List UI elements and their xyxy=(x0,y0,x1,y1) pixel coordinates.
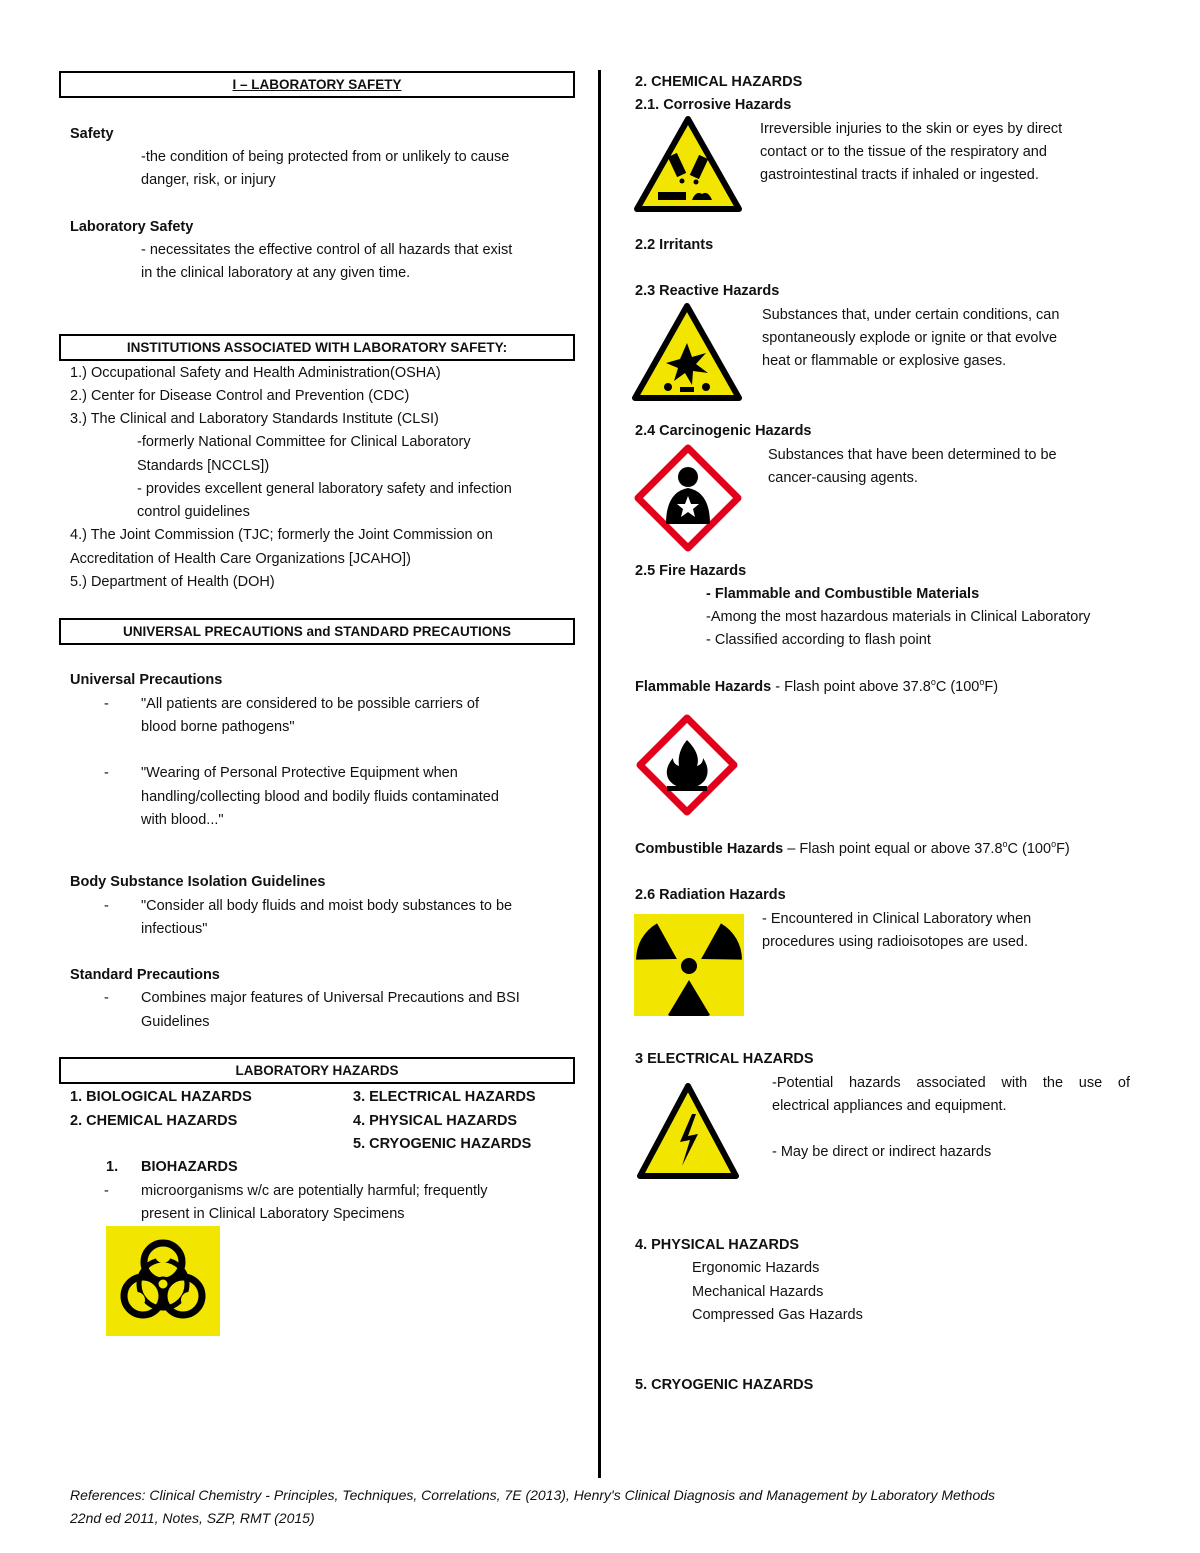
physical-item: Mechanical Hazards xyxy=(692,1284,824,1300)
institution-item: 1.) Occupational Safety and Health Administration(OSHA) xyxy=(70,365,441,381)
flammable-hazards-line xyxy=(635,676,998,699)
radiation-desc-line: - Encountered in Clinical Laboratory when xyxy=(762,911,1032,927)
institution-item: Accreditation of Health Care Organizations [JCAHO]) xyxy=(70,551,411,567)
bullet-dash: - xyxy=(104,696,109,712)
lab-hazards-heading: LABORATORY HAZARDS xyxy=(59,1057,575,1084)
chemical-hazards-title: 2. CHEMICAL HAZARDS xyxy=(635,74,803,90)
up-item-line: with blood..." xyxy=(141,812,224,828)
hazard-list-item: 4. PHYSICAL HAZARDS xyxy=(353,1113,518,1129)
hazard-list-item: 2. CHEMICAL HAZARDS xyxy=(70,1113,238,1129)
corrosive-desc-line: Irreversible injuries to the skin or eyes by direct xyxy=(760,121,1063,137)
references xyxy=(70,1484,1150,1529)
biohazard-icon xyxy=(106,1226,220,1336)
institution-item: 2.) Center for Disease Control and Prevention (CDC) xyxy=(70,388,410,404)
hazard-list-item: 3. ELECTRICAL HAZARDS xyxy=(353,1089,536,1105)
electrical-icon xyxy=(636,1082,740,1180)
flammable-label: Flammable Hazards xyxy=(635,679,772,695)
degree-sup: o xyxy=(1002,839,1008,850)
combustible-label: Combustible Hazards xyxy=(635,841,784,857)
physical-title: 4. PHYSICAL HAZARDS xyxy=(635,1237,800,1253)
column-divider xyxy=(598,70,601,1478)
radiation-desc-line: procedures using radioisotopes are used. xyxy=(762,934,1028,950)
physical-item: Compressed Gas Hazards xyxy=(692,1307,863,1323)
safety-term: Safety xyxy=(70,126,114,142)
combustible-text: – Flash point equal or above 37.8 xyxy=(783,841,1003,857)
fire-hazards-title: 2.5 Fire Hazards xyxy=(635,563,747,579)
radiation-title: 2.6 Radiation Hazards xyxy=(635,887,786,903)
references-line: 22nd ed 2011, Notes, SZP, RMT (2015) xyxy=(70,1509,315,1526)
bsi-item-line: "Consider all body fluids and moist body substances to be xyxy=(141,898,513,914)
reactive-desc-line: spontaneously explode or ignite or that evolve xyxy=(762,330,1058,346)
lab-safety-heading: I – LABORATORY SAFETY xyxy=(59,71,575,98)
bullet-dash: - xyxy=(104,765,109,781)
carcinogenic-title: 2.4 Carcinogenic Hazards xyxy=(635,423,812,439)
degree-sup: o xyxy=(1051,839,1057,850)
safety-def-line: -the condition of being protected from or unlikely to cause xyxy=(141,149,510,165)
flammable-text: - Flash point above 37.8 xyxy=(771,679,931,695)
corrosive-desc-line: contact or to the tissue of the respiratory and xyxy=(760,144,1047,160)
irritants-title: 2.2 Irritants xyxy=(635,237,714,253)
up-item-line: handling/collecting blood and bodily fluids contaminated xyxy=(141,789,499,805)
fire-item: - Flammable and Combustible Materials xyxy=(706,586,980,602)
fire-item: -Among the most hazardous materials in Clinical Laboratory xyxy=(706,609,1091,625)
clsi-note: - provides excellent general laboratory safety and infection xyxy=(137,481,512,497)
carcinogenic-desc-line: Substances that have been determined to be xyxy=(768,447,1057,463)
up-item-line: "All patients are considered to be possible carriers of xyxy=(141,696,480,712)
clsi-note: -formerly National Committee for Clinical Laboratory xyxy=(137,434,471,450)
clsi-note: Standards [NCCLS]) xyxy=(137,458,270,474)
lab-safety-def-line: - necessitates the effective control of all hazards that exist xyxy=(141,242,513,258)
institutions-heading: INSTITUTIONS ASSOCIATED WITH LABORATORY SAFETY: xyxy=(59,334,575,361)
electrical-desc-line: -Potential hazards associated with the use of xyxy=(772,1075,1130,1091)
bullet-dash: - xyxy=(104,1183,109,1199)
degree-sup: o xyxy=(979,677,985,688)
fahrenheit-text: F) xyxy=(1056,841,1070,857)
electrical-note: - May be direct or indirect hazards xyxy=(772,1144,992,1160)
up-item-line: blood borne pathogens" xyxy=(141,719,295,735)
universal-precautions-term: Universal Precautions xyxy=(70,672,223,688)
reactive-title: 2.3 Reactive Hazards xyxy=(635,283,780,299)
biohazards-title: BIOHAZARDS xyxy=(141,1159,238,1175)
bsi-term: Body Substance Isolation Guidelines xyxy=(70,874,326,890)
degree-sup: o xyxy=(930,677,936,688)
clsi-note: control guidelines xyxy=(137,504,250,520)
hazard-list-item: 1. BIOLOGICAL HAZARDS xyxy=(70,1089,252,1105)
institution-item: 3.) The Clinical and Laboratory Standards Institute (CLSI) xyxy=(70,411,439,427)
references-line: References: Clinical Chemistry - Principles, Techniques, Correlations, 7E (2013), Henry's Clinical Diagnosis and Management by Laboratory Methods xyxy=(70,1487,996,1503)
lab-safety-term: Laboratory Safety xyxy=(70,219,194,235)
biohazards-number: 1. xyxy=(106,1159,119,1175)
bio-desc-line: microorganisms w/c are potentially harmful; frequently xyxy=(141,1183,488,1199)
institution-item: 4.) The Joint Commission (TJC; formerly the Joint Commission on xyxy=(70,527,493,543)
corrosive-icon xyxy=(634,116,742,212)
carcinogenic-desc-line: cancer-causing agents. xyxy=(768,470,918,486)
bio-desc-line: present in Clinical Laboratory Specimens xyxy=(141,1206,405,1222)
precautions-heading: UNIVERSAL PRECAUTIONS and STANDARD PRECAUTIONS xyxy=(59,618,575,645)
corrosive-title: 2.1. Corrosive Hazards xyxy=(635,97,792,113)
cryogenic-title: 5. CRYOGENIC HAZARDS xyxy=(635,1377,814,1393)
sp-item-line: Guidelines xyxy=(141,1014,210,1030)
fire-item: - Classified according to flash point xyxy=(706,632,931,648)
celsius-text: C (100 xyxy=(935,679,980,695)
electrical-title: 3 ELECTRICAL HAZARDS xyxy=(635,1051,814,1067)
bullet-dash: - xyxy=(104,898,109,914)
flammable-icon xyxy=(636,714,738,816)
standard-precautions-term: Standard Precautions xyxy=(70,967,220,983)
hazard-list-item: 5. CRYOGENIC HAZARDS xyxy=(353,1136,532,1152)
up-item-line: "Wearing of Personal Protective Equipment when xyxy=(141,765,458,781)
bullet-dash: - xyxy=(104,990,109,1006)
sp-item-line: Combines major features of Universal Precautions and BSI xyxy=(141,990,520,1006)
explosive-icon xyxy=(632,303,742,401)
bsi-item-line: infectious" xyxy=(141,921,208,937)
institution-item: 5.) Department of Health (DOH) xyxy=(70,574,275,590)
reactive-desc-line: Substances that, under certain conditions, can xyxy=(762,307,1060,323)
electrical-desc-line: electrical appliances and equipment. xyxy=(772,1098,1007,1114)
health-hazard-icon xyxy=(634,444,742,552)
corrosive-desc-line: gastrointestinal tracts if inhaled or ingested. xyxy=(760,167,1039,183)
lab-safety-def-line: in the clinical laboratory at any given time. xyxy=(141,265,411,281)
fahrenheit-text: F) xyxy=(984,679,999,695)
reactive-desc-line: heat or flammable or explosive gases. xyxy=(762,353,1007,369)
celsius-text: C (100 xyxy=(1007,841,1052,857)
combustible-hazards-line xyxy=(635,838,1070,861)
safety-def-line: danger, risk, or injury xyxy=(141,172,276,188)
radiation-icon xyxy=(634,914,744,1016)
physical-item: Ergonomic Hazards xyxy=(692,1260,820,1276)
